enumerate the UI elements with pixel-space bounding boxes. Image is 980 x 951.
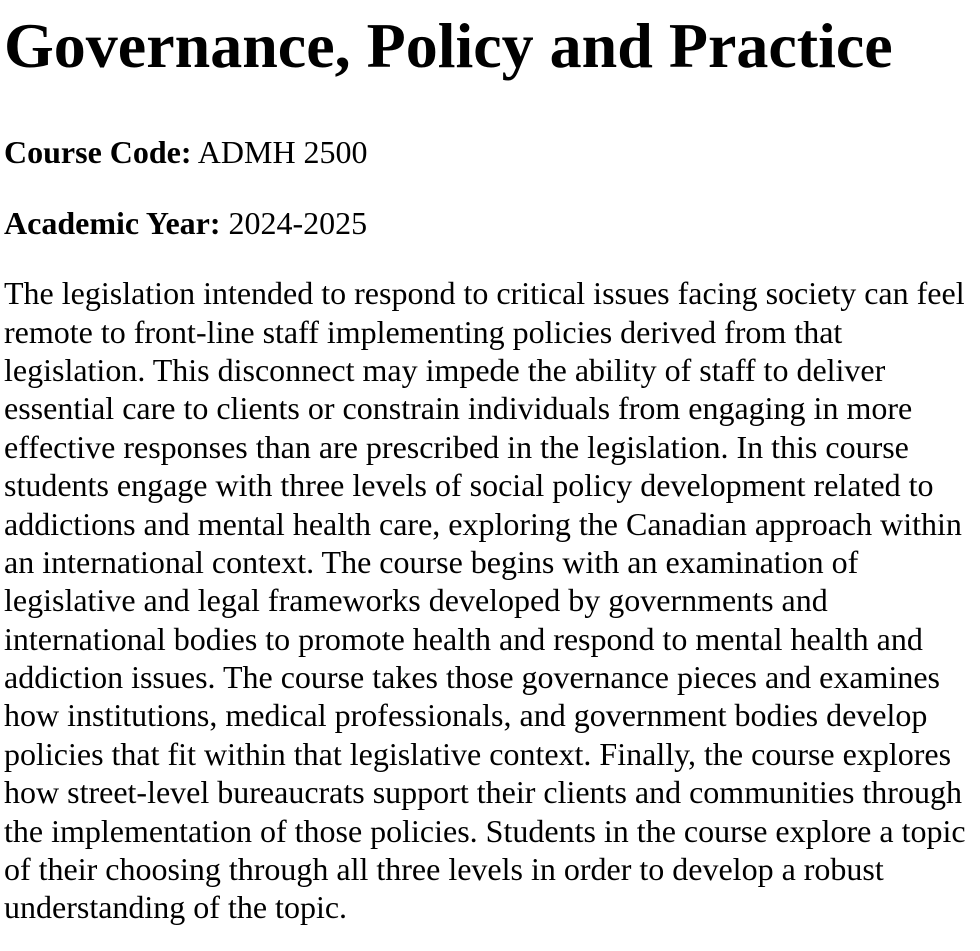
- course-description: The legislation intended to respond to critical issues facing society can feel remote to front-line staff implementing policies derived from that legislation. This disconnect may impede the ability of staff to deliver essential care to clients or constrain individuals from engaging in more effective responses than are prescribed in the legislation. In this course students engage with three levels of social policy development related to addictions and mental health care, exploring the Canadian approach within an international context. The course begins with an examination of legislative and legal frameworks developed by governments and international bodies to promote health and respond to mental health and addiction issues. The course takes those governance pieces and examines how institutions, medical professionals, and government bodies develop policies that fit within that legislative context. Finally, the course explores how street-level bureaucrats support their clients and communities through the implementation of those policies. Students in the course explore a topic of their choosing through all three levels in order to develop a robust understanding of the topic.: [4, 275, 966, 926]
- page-title: Governance, Policy and Practice: [4, 10, 893, 81]
- course-code-value: ADMH 2500: [191, 134, 368, 171]
- course-code-label: Course Code:: [4, 134, 192, 171]
- course-code-field: [4, 133, 970, 171]
- document-page: [0, 11, 980, 951]
- academic-year-field: [4, 204, 970, 242]
- academic-year-value: 2024-2025: [220, 204, 368, 241]
- academic-year-label: Academic Year:: [4, 204, 221, 241]
